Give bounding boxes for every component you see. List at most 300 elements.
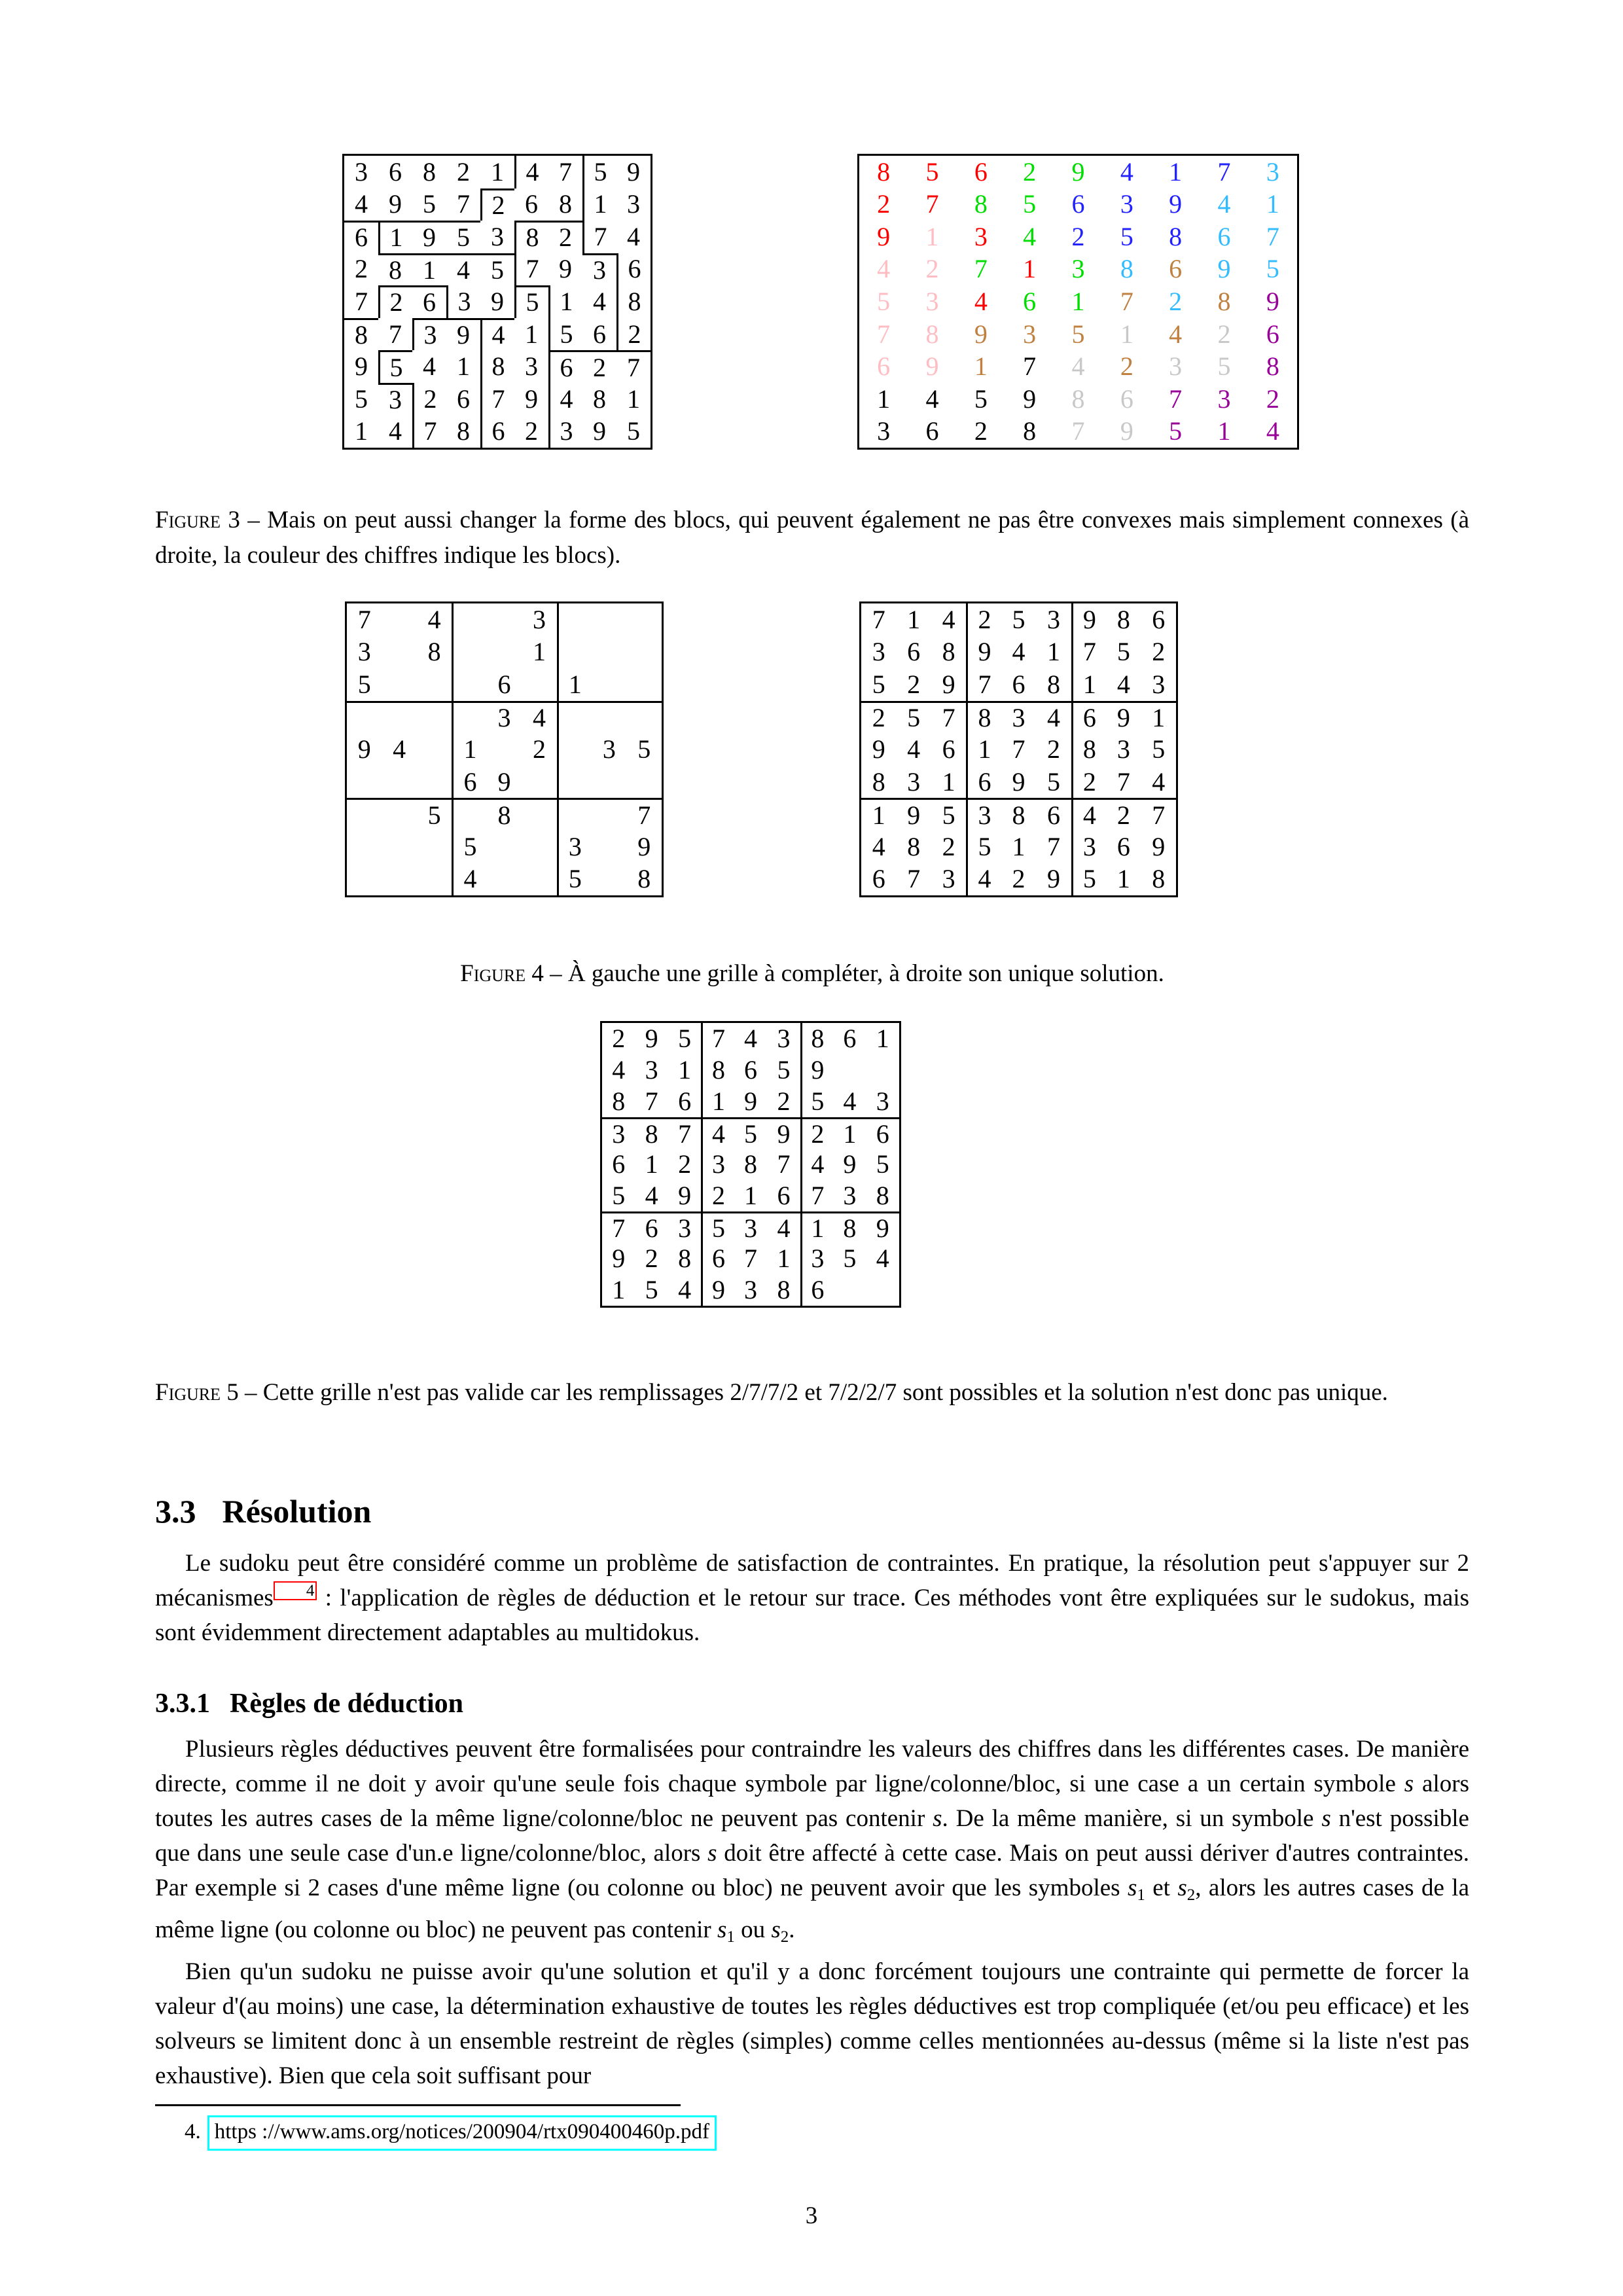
sudoku-cell: 3 [357,637,371,667]
sudoku-cell: 3 [668,1211,701,1243]
sudoku-cell: 7 [457,189,470,219]
sudoku-cell: 9 [1106,701,1141,734]
sudoku-cell [627,636,662,669]
sudoku-cell: 3 [525,351,538,382]
sudoku-cell [592,766,626,798]
sudoku-cell: 8 [966,701,1001,734]
sudoku-cell: 9 [872,734,885,764]
sudoku-cell: 3 [412,318,446,351]
text-run: et [1145,1874,1178,1901]
sudoku-cell: 7 [872,604,885,634]
sudoku-cell: 5 [378,350,412,383]
sudoku-cell: 7 [777,1149,791,1179]
sudoku-cell [382,668,416,701]
sudoku-cell [522,831,556,863]
sudoku-cell: 9 [412,221,446,253]
sudoku-cell: 3 [777,1024,791,1053]
sudoku-cell: 9 [942,669,955,699]
sudoku-cell: 9 [1152,831,1166,861]
caption-separator: – [543,960,568,987]
sudoku-cell: 5 [843,1244,857,1273]
sudoku-cell: 8 [1023,416,1037,446]
sudoku-cell: 7 [701,1023,734,1054]
sudoku-cell [866,1054,899,1086]
sudoku-cell: 4 [925,384,939,414]
sudoku-cell: 8 [1116,604,1130,634]
sudoku-cell: 8 [872,766,885,797]
sudoku-cell: 9 [1023,384,1037,414]
sudoku-cell: 7 [907,864,921,894]
sudoku-cell [382,766,416,798]
sudoku-cell: 4 [1012,637,1026,667]
sudoku-cell: 6 [1266,319,1279,349]
sudoku-cell: 4 [1036,701,1071,734]
sudoku-cell: 9 [1266,286,1279,316]
text-run: s [771,1916,781,1943]
sudoku-cell: 8 [925,319,939,349]
sudoku-cell [487,831,522,863]
sudoku-cell: 9 [497,766,511,797]
sudoku-cell: 3 [602,734,616,764]
sudoku-cell [627,603,662,636]
text-run: s [1404,1770,1414,1797]
sudoku-cell: 9 [701,1274,734,1306]
sudoku-cell: 1 [1266,189,1279,219]
sudoku-cell: 3 [557,831,592,863]
sudoku-cell: 8 [1120,254,1133,284]
sudoku-cell: 9 [925,351,939,382]
paragraph-resolution [155,1546,1469,1650]
sudoku-cell [417,766,452,798]
sudoku-cell [487,863,522,895]
sudoku-cell: 9 [743,1086,757,1116]
text-run: . De la même manière, si un symbole [942,1805,1322,1832]
sudoku-cell: 4 [452,863,486,895]
sudoku-cell: 4 [877,254,891,284]
sudoku-cell: 6 [843,1024,857,1053]
text-run: s [1321,1805,1331,1832]
sudoku-cell: 1 [412,253,446,286]
sudoku-cell: 5 [800,1086,833,1117]
sudoku-cell: 8 [678,1244,692,1273]
sudoku-cell: 2 [1266,384,1279,414]
sudoku-cell: 1 [1120,319,1133,349]
sudoku-cell: 4 [427,604,441,634]
sudoku-cell: 4 [800,1149,833,1180]
sudoku-cell: 3 [966,798,1001,831]
sudoku-cell: 7 [877,319,891,349]
sudoku-cell: 2 [877,189,891,219]
sudoku-cell: 1 [525,319,538,349]
sudoku-cell: 6 [1071,189,1085,219]
footnote-marker-link[interactable]: 4 [274,1581,317,1600]
sudoku-cell: 7 [1116,766,1130,797]
sudoku-cell [347,831,382,863]
sudoku-cell: 4 [1152,766,1166,797]
sudoku-cell: 7 [743,1244,757,1273]
sudoku-cell: 6 [1071,701,1106,734]
sudoku-cell [347,766,382,798]
sudoku-cell: 1 [457,351,470,382]
text-run: doit être affecté à cette case. Mais on peut aussi dériver d'autres contraintes. Par exemple si 2 cases d'une même ligne (ou colonne ou bloc) ne peuvent avoir que les symboles [155,1840,1469,1901]
paragraphs-deduction-rules [155,1732,1469,2093]
figure4-caption-text: À gauche une grille à compléter, à droite son unique solution. [567,960,1164,987]
sudoku-cell: 6 [344,221,378,253]
sudoku-cell: 6 [966,766,1001,798]
sudoku-cell: 2 [616,318,651,351]
sudoku-cell: 8 [487,798,522,831]
sudoku-cell: 4 [645,1181,658,1210]
sudoku-cell: 6 [457,384,470,414]
sudoku-cell: 5 [1071,319,1085,349]
sudoku-cell: 2 [1046,734,1060,764]
sudoku-cell: 7 [514,253,548,286]
sudoku-cell: 8 [800,1023,833,1054]
sudoku-cell: 5 [925,156,939,187]
sudoku-cell: 7 [1046,831,1060,861]
sudoku-cell: 5 [734,1117,767,1149]
subsection-number: 3.3.1 [155,1689,210,1719]
sudoku-cell: 3 [1120,189,1133,219]
sudoku-cell: 4 [612,1055,626,1085]
sudoku-cell: 5 [931,798,966,831]
sudoku-cell: 2 [800,1117,833,1149]
sudoku-cell: 5 [452,831,486,863]
sudoku-cell: 4 [389,416,402,446]
sudoku-cell: 4 [548,383,582,416]
sudoku-cell: 8 [743,1149,757,1179]
sudoku-cell [522,863,556,895]
sudoku-cell [627,701,662,734]
sudoku-cell: 2 [1071,221,1085,251]
sudoku-cell: 7 [1217,156,1231,187]
sudoku-cell: 3 [925,286,939,316]
sudoku-cell: 8 [876,1181,889,1210]
sudoku-cell: 2 [548,221,582,253]
sudoku-cell: 8 [907,831,921,861]
sudoku-cell: 2 [457,156,470,187]
subsection-heading-deduction-rules [155,1689,463,1719]
sudoku-cell: 4 [966,863,1001,895]
sudoku-cell: 3 [627,189,640,219]
text-run: s [1127,1874,1137,1901]
sudoku-cell: 4 [1116,669,1130,699]
sudoku-cell: 4 [355,189,368,219]
sudoku-cell: 1 [1169,156,1183,187]
text-run: 1 [1137,1886,1145,1904]
sudoku-cell: 8 [559,189,572,219]
sudoku-cell: 2 [1217,319,1231,349]
sudoku-cell: 5 [1023,189,1037,219]
sudoku-cell [627,766,662,798]
sudoku-cell: 6 [777,1181,791,1210]
sudoku-cell: 1 [1046,637,1060,667]
sudoku-cell: 1 [1071,286,1085,316]
sudoku-cell: 6 [1023,286,1037,316]
sudoku-cell: 9 [355,351,368,382]
sudoku-cell: 8 [423,156,436,187]
sudoku-cell: 3 [1169,351,1183,382]
sudoku-cell: 4 [907,734,921,764]
sudoku-cell [627,668,662,701]
sudoku-cell: 5 [1071,863,1106,895]
sudoku-cell: 4 [446,253,480,286]
text-run: 2 [1186,1886,1196,1904]
text-run: n'est possible que dans une seule case d'un.e ligne/colonne/bloc, alors [155,1805,1469,1867]
sudoku-cell: 3 [942,864,955,894]
sudoku-cell: 6 [701,1243,734,1274]
sudoku-cell: 2 [355,254,368,284]
sudoku-cell: 5 [514,285,548,318]
sudoku-cell: 5 [612,1181,626,1210]
text-run: Le sudoku peut être considéré comme un problème de satisfaction de contraintes. En pratique, la résolution peut s'appuyer sur 2 mécanismes [155,1550,1469,1611]
sudoku-cell: 7 [616,350,651,383]
sudoku-cell: 2 [1169,286,1183,316]
sudoku-cell: 8 [1071,384,1085,414]
sudoku-cell: 2 [525,416,538,446]
sudoku-cell: 3 [1217,384,1231,414]
sudoku-cell: 5 [637,734,651,764]
sudoku-cell: 6 [497,669,511,699]
sudoku-cell: 5 [417,798,452,831]
sudoku-cell: 9 [559,254,572,284]
sudoku-cell: 2 [582,350,616,383]
sudoku-cell: 1 [491,156,504,187]
sudoku-cell: 5 [1012,604,1026,634]
sudoku-cell [557,701,592,734]
sudoku-cell [417,701,452,734]
sudoku-cell: 2 [1120,351,1133,382]
sudoku-cell: 3 [491,221,504,251]
sudoku-cell: 6 [548,350,582,383]
sudoku-cell: 4 [843,1086,857,1116]
sudoku-cell: 8 [1001,798,1036,831]
sudoku-cell: 1 [833,1117,866,1149]
sudoku-cell: 1 [532,637,546,667]
sudoku-cell: 3 [582,253,616,286]
page-number: 3 [805,2202,818,2229]
sudoku-grid-colored-blocks [857,154,1299,450]
sudoku-cell: 6 [1116,831,1130,861]
sudoku-cell: 9 [800,1054,833,1086]
sudoku-cell: 1 [378,221,412,253]
sudoku-cell [347,701,382,734]
sudoku-cell: 5 [877,286,891,316]
sudoku-cell: 9 [645,1024,658,1053]
sudoku-cell: 9 [1169,189,1183,219]
text-run: s [933,1805,942,1832]
sudoku-cell: 2 [1071,766,1106,798]
paragraph-text [155,1732,1469,1954]
sudoku-cell: 8 [612,1086,626,1116]
sudoku-cell: 8 [457,416,470,446]
sudoku-cell: 9 [612,1244,626,1273]
sudoku-cell: 7 [1071,636,1106,669]
sudoku-cell: 5 [896,701,931,734]
sudoku-cell [417,733,452,766]
sudoku-cell: 7 [645,1086,658,1116]
sudoku-cell [487,603,522,636]
sudoku-cell: 4 [942,604,955,634]
sudoku-cell: 9 [1071,603,1106,636]
sudoku-cell: 3 [1266,156,1279,187]
sudoku-cell: 9 [389,189,402,219]
sudoku-cell: 3 [1001,701,1036,734]
sudoku-cell: 8 [1071,733,1106,766]
sudoku-cell: 3 [701,1149,734,1180]
sudoku-cell [592,798,626,831]
sudoku-cell: 7 [559,156,572,187]
sudoku-cell: 2 [925,254,939,284]
sudoku-cell: 9 [1120,416,1133,446]
sudoku-cell: 9 [525,384,538,414]
sudoku-cell: 3 [1152,669,1166,699]
sudoku-cell: 4 [678,1275,692,1304]
sudoku-cell: 6 [1036,798,1071,831]
sudoku-cell: 3 [843,1181,857,1210]
sudoku-cell [382,831,416,863]
sudoku-cell [557,733,592,766]
sudoku-cell: 8 [833,1211,866,1243]
sudoku-cell: 6 [1012,669,1026,699]
sudoku-cell: 9 [637,831,651,861]
sudoku-cell: 8 [635,1117,668,1149]
sudoku-cell: 8 [1046,669,1060,699]
sudoku-cell: 1 [925,221,939,251]
sudoku-cell [487,636,522,669]
sudoku-cell: 6 [525,189,538,219]
sudoku-cell: 3 [487,701,522,734]
sudoku-cell: 4 [767,1211,800,1243]
sudoku-cell: 7 [389,319,402,349]
sudoku-cell [592,668,626,701]
figure5-caption [155,1375,1469,1410]
sudoku-cell: 1 [612,1275,626,1304]
sudoku-cell: 4 [876,1244,889,1273]
sudoku-cell: 9 [1046,864,1060,894]
sudoku-cell: 4 [743,1024,757,1053]
sudoku-cell: 2 [974,416,988,446]
sudoku-cell: 8 [378,253,412,286]
sudoku-cell: 9 [896,798,931,831]
figure3-caption-text: Mais on peut aussi changer la forme des blocs, qui peuvent également ne pas être convexes mais simplement connexes (à droite, la couleur des chiffres indique les blocs). [155,507,1470,569]
sudoku-cell: 6 [866,1117,899,1149]
sudoku-cell: 4 [1120,156,1133,187]
sudoku-cell: 7 [931,701,966,734]
sudoku-cell: 1 [743,1181,757,1210]
sudoku-cell: 5 [966,831,1001,863]
sudoku-cell: 8 [637,864,651,894]
sudoku-cell: 1 [1023,254,1037,284]
sudoku-cell: 3 [1046,604,1060,634]
sudoku-cell: 5 [872,669,885,699]
sudoku-cell: 5 [678,1024,692,1053]
sudoku-cell: 2 [480,188,514,221]
caption-separator: – [240,507,268,533]
sudoku-cell: 2 [907,669,921,699]
text-run: 1 [726,1928,735,1946]
sudoku-cell: 8 [480,350,514,383]
text-run: : l'application de règles de déduction et le retour sur trace. Ces méthodes vont être expliquées sur le sudokus, mais sont évidemment directement adaptables au multidokus. [155,1585,1469,1646]
sudoku-cell: 9 [446,318,480,351]
sudoku-cell: 1 [701,1086,734,1117]
sudoku-cell: 3 [1071,831,1106,863]
sudoku-cell: 9 [974,319,988,349]
sudoku-cell: 8 [1152,864,1166,894]
sudoku-cell: 9 [491,286,504,316]
sudoku-cell: 5 [582,156,616,188]
sudoku-cell: 6 [452,766,486,798]
sudoku-grid-solution [859,601,1178,897]
sudoku-cell: 1 [1116,864,1130,894]
sudoku-cell: 5 [1046,766,1060,797]
sudoku-cell: 5 [548,318,582,351]
sudoku-cell: 2 [1012,864,1026,894]
sudoku-cell [557,603,592,636]
sudoku-cell [487,733,522,766]
paragraph-text: Bien qu'un sudoku ne puisse avoir qu'une solution et qu'il y a donc forcément toujours une contrainte qui permette de forcer la valeur d'(au moins) une case, la détermination exhaustive de toutes les règles déductives est trop compliquée (et/ou peu efficace) et les solveurs se limitent donc à un ensemble restreint de règles (simples) comme celles mentionnées au-dessus (même si la liste n'est pas exhaustive). Bien que cela soit suffisant pour [155,1958,1469,2089]
sudoku-cell: 6 [678,1086,692,1116]
figure3-caption-label: Figure 3 [155,507,240,533]
sudoku-cell: 9 [678,1181,692,1210]
sudoku-cell: 1 [777,1244,791,1273]
footnote-url-link[interactable]: https ://www.ams.org/notices/200904/rtx090400460p.pdf [207,2115,717,2151]
sudoku-cell: 4 [701,1117,734,1149]
sudoku-cell: 1 [942,766,955,797]
sudoku-cell: 6 [635,1211,668,1243]
sudoku-cell: 8 [616,285,651,318]
sudoku-cell: 3 [355,156,368,187]
sudoku-cell: 5 [357,669,371,699]
sudoku-grid-irregular-blocks [342,154,652,450]
sudoku-cell: 6 [480,415,514,448]
sudoku-cell: 8 [974,189,988,219]
sudoku-cell: 1 [645,1149,658,1179]
sudoku-cell [417,668,452,701]
sudoku-cell [347,863,382,895]
sudoku-cell: 7 [355,286,368,316]
sudoku-cell: 8 [514,221,548,253]
footnote-rule [155,2104,681,2106]
sudoku-cell: 4 [593,286,606,316]
sudoku-cell: 9 [627,156,640,187]
sudoku-cell: 7 [966,668,1001,701]
sudoku-cell: 7 [1169,384,1183,414]
sudoku-grid-puzzle [345,601,664,897]
sudoku-cell: 2 [678,1149,692,1179]
sudoku-cell: 7 [627,798,662,831]
sudoku-cell: 4 [393,734,406,764]
sudoku-cell: 1 [557,668,592,701]
sudoku-cell: 4 [1071,798,1106,831]
sudoku-cell [522,798,556,831]
figure4-caption-label: Figure 4 [460,960,544,987]
text-run: , alors les autres cases de la même ligne (ou colonne ou bloc) ne peuvent pas contenir [155,1874,1470,1943]
sudoku-cell: 6 [800,1274,833,1306]
sudoku-cell: 6 [925,416,939,446]
sudoku-cell: 6 [1120,384,1133,414]
sudoku-cell: 3 [1071,254,1085,284]
text-run: alors toutes les autres cases de la même ligne/colonne/bloc ne peuvent pas contenir [155,1770,1469,1832]
sudoku-cell: 2 [1106,798,1141,831]
text-run: . [789,1916,795,1943]
sudoku-cell: 3 [872,637,885,667]
sudoku-cell: 3 [378,383,412,416]
sudoku-cell: 2 [412,383,446,416]
sudoku-cell [452,798,486,831]
sudoku-cell: 5 [701,1211,734,1243]
sudoku-cell: 7 [1023,351,1037,382]
